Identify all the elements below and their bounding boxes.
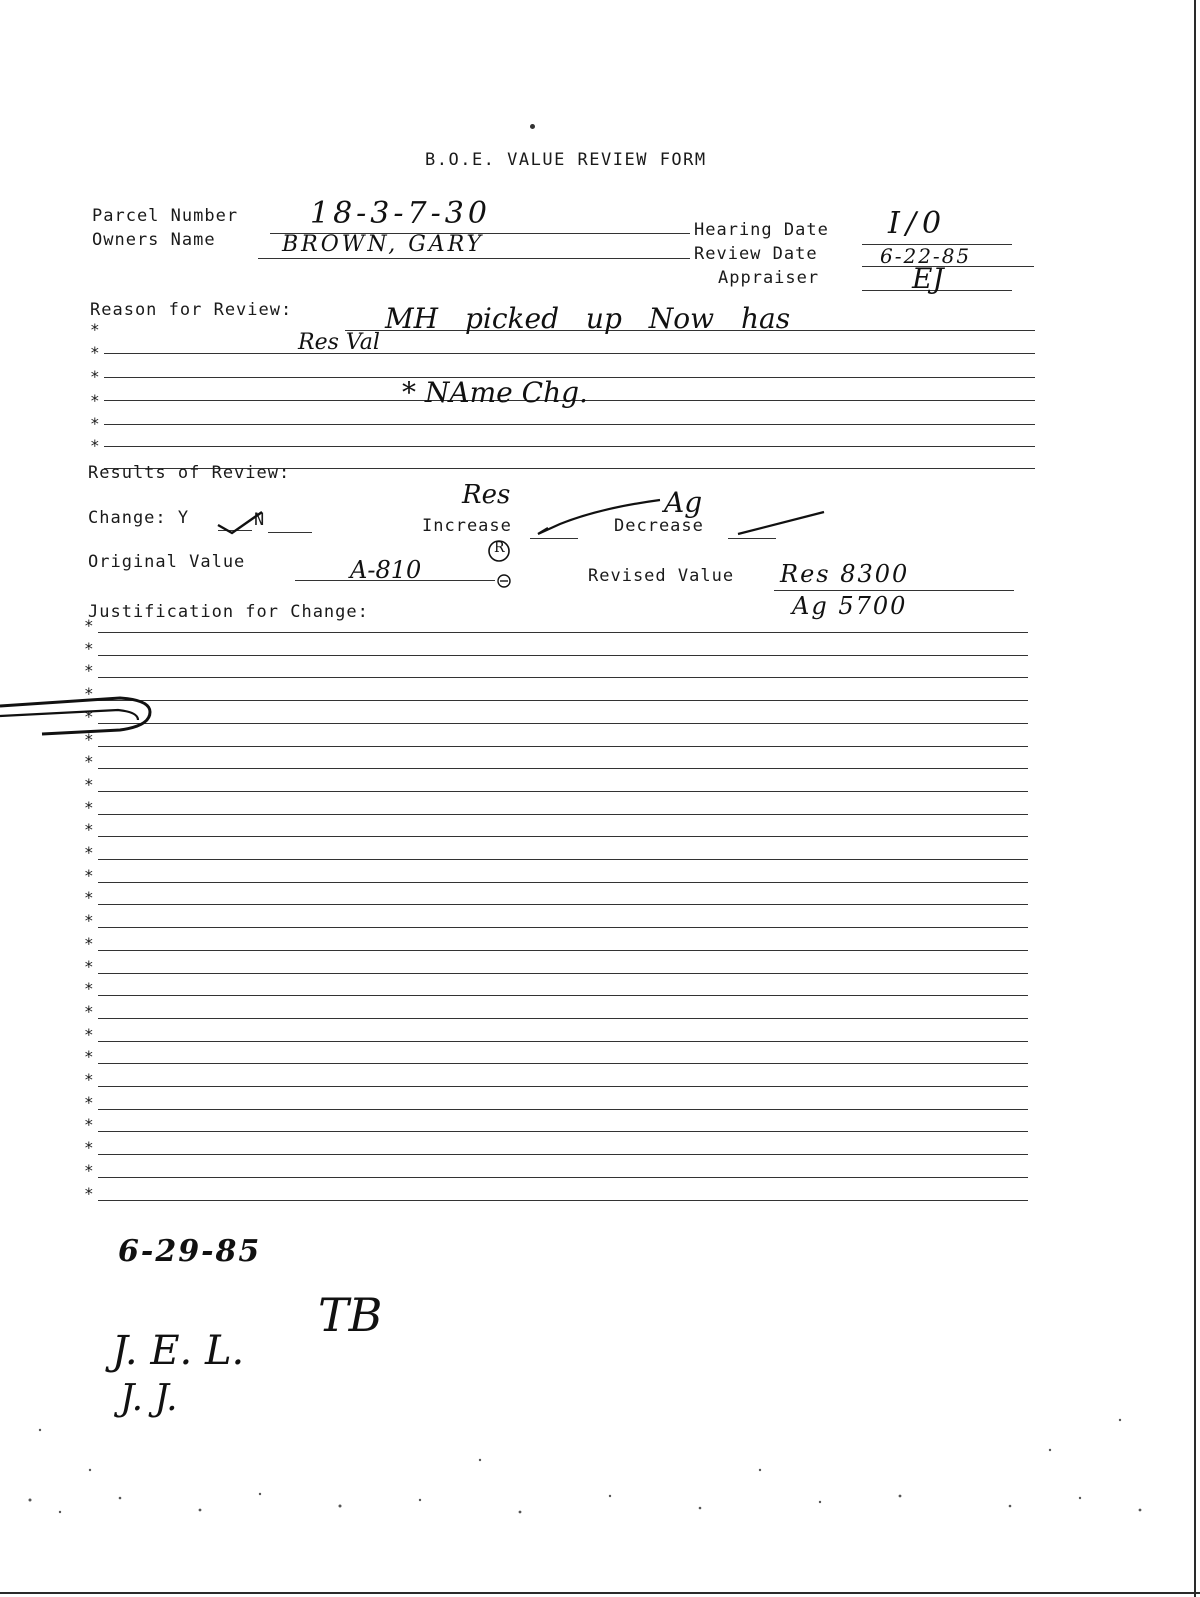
parcel-number-label: Parcel Number (92, 206, 239, 226)
original-value-value: A-810 (350, 556, 422, 584)
justification-marker: * (84, 1184, 94, 1203)
paper-clip (0, 698, 150, 734)
justification-marker: * (84, 798, 94, 817)
justification-marker: * (84, 888, 94, 907)
justification-marker: * (84, 730, 94, 749)
annotation-initials-1: J. E. L. (112, 1328, 245, 1374)
owners-name-value: BROWN, GARY (282, 232, 485, 257)
increase-label: Increase (422, 516, 512, 536)
parcel-number-value: 18-3-7-30 (310, 196, 491, 231)
reason-text-line2: Res Val (298, 330, 380, 355)
reason-marker-4: * (90, 391, 100, 410)
reason-text-line1: MH picked up Now has (385, 302, 791, 335)
justification-marker: * (84, 1002, 94, 1021)
justification-marker: * (84, 684, 94, 703)
annotation-initials-3: TB (318, 1288, 383, 1342)
justification-marker: * (84, 775, 94, 794)
original-circle-r (489, 541, 509, 561)
revised-value-label: Revised Value (588, 566, 735, 586)
justification-marker: * (84, 752, 94, 771)
justification-marker: * (84, 866, 94, 885)
change-label: Change: Y (88, 508, 190, 528)
annotation-date: 6-29-85 (118, 1234, 262, 1269)
justification-marker: * (84, 616, 94, 635)
change-yes-checkmark (218, 512, 262, 533)
justification-marker: * (84, 979, 94, 998)
reason-marker-1: * (90, 320, 100, 339)
hearing-date-value: I/0 (888, 206, 948, 241)
justification-marker: * (84, 911, 94, 930)
reason-for-review-label: Reason for Review: (90, 300, 293, 320)
justification-marker: * (84, 1025, 94, 1044)
justification-label: Justification for Change: (88, 602, 369, 622)
change-n-label: N (254, 510, 266, 530)
reason-marker-3: * (90, 367, 100, 386)
justification-marker: * (84, 1138, 94, 1157)
review-date-label: Review Date (694, 244, 818, 264)
results-of-review-label: Results of Review: (88, 463, 291, 483)
increase-checkmark (538, 500, 660, 534)
justification-marker: * (84, 957, 94, 976)
justification-marker: * (84, 1047, 94, 1066)
justification-marker: * (84, 1070, 94, 1089)
decrease-label: Decrease (614, 516, 704, 536)
review-date-value: 6-22-85 (880, 244, 972, 268)
justification-marker: * (84, 639, 94, 658)
justification-marker: * (84, 707, 94, 726)
decrease-note: Ag (664, 486, 703, 519)
justification-marker: * (84, 1115, 94, 1134)
annotation-initials-2: J. J. (120, 1378, 178, 1419)
justification-marker: * (84, 1161, 94, 1180)
justification-marker: * (84, 934, 94, 953)
revised-value-res: Res 8300 (780, 560, 910, 588)
hearing-date-label: Hearing Date (694, 220, 829, 240)
reason-marker-5: * (90, 414, 100, 433)
increase-note: Res (462, 480, 511, 510)
appraiser-label: Appraiser (718, 268, 820, 288)
form-title: B.O.E. VALUE REVIEW FORM (425, 150, 707, 170)
justification-marker: * (84, 1093, 94, 1112)
justification-marker: * (84, 820, 94, 839)
appraiser-value: EJ (912, 262, 944, 295)
reason-marker-6: * (90, 436, 100, 455)
reason-text-line4: * NAme Chg. (402, 376, 588, 409)
justification-marker: * (84, 661, 94, 680)
owners-name-label: Owners Name (92, 230, 216, 250)
reason-marker-2: * (90, 343, 100, 362)
revised-value-ag: Ag 5700 (792, 592, 908, 620)
original-value-mark: R (494, 540, 505, 556)
original-value-label: Original Value (88, 552, 246, 572)
justification-marker: * (84, 843, 94, 862)
scan-noise (29, 1419, 1142, 1514)
decrease-checkmark (738, 512, 824, 534)
